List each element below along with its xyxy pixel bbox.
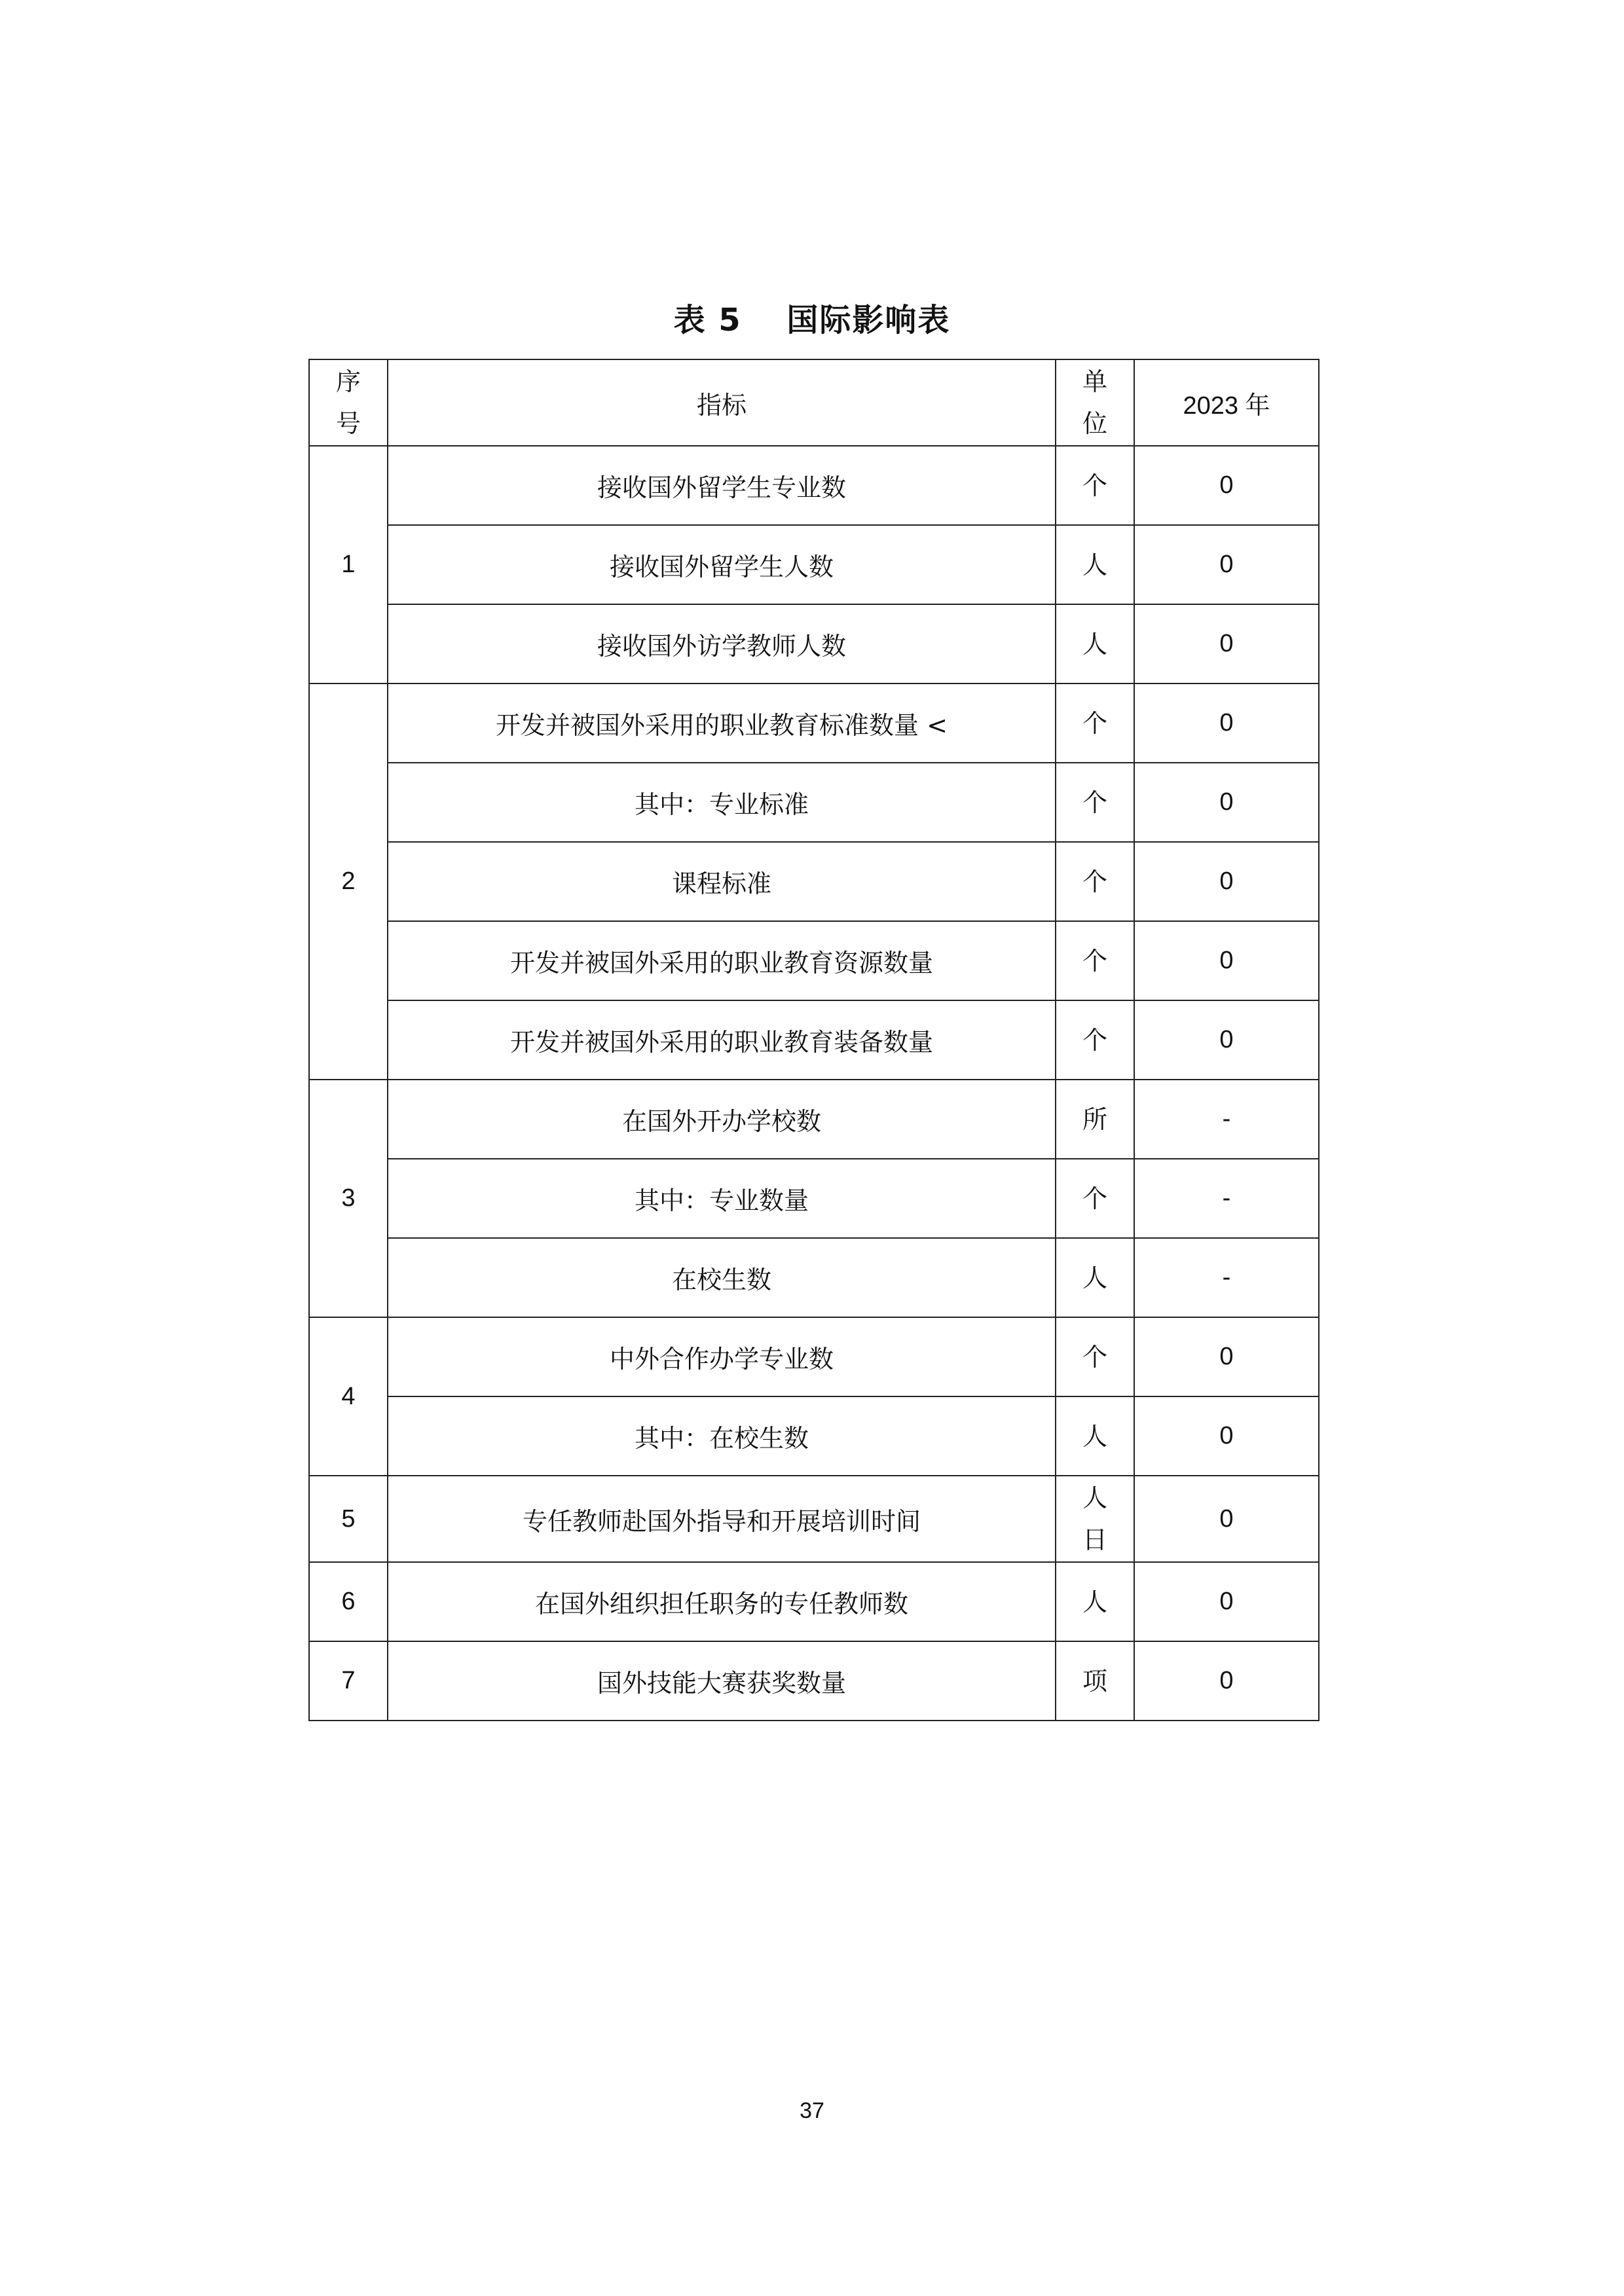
table-row: [309, 1562, 1319, 1641]
indicator-cell: 中外合作办学专业数: [388, 1317, 1056, 1396]
table-row: [309, 1641, 1319, 1721]
table-row: [309, 1159, 1319, 1238]
unit-cell: [1056, 525, 1134, 604]
unit-cell: [1056, 1396, 1134, 1476]
indicator-cell: 开发并被国外采用的职业教育资源数量: [388, 921, 1056, 1000]
indicator-cell: 接收国外留学生人数: [388, 525, 1056, 604]
table-row: [309, 1238, 1319, 1317]
value-cell: -: [1134, 1159, 1319, 1238]
value-cell: -: [1134, 1238, 1319, 1317]
seq-cell: 4: [309, 1317, 388, 1476]
unit-cell: [1056, 604, 1134, 683]
unit-cell: [1056, 842, 1134, 921]
unit-label: 个: [1082, 1184, 1107, 1213]
unit-cell: [1056, 1562, 1134, 1641]
value-cell: 0: [1134, 1641, 1319, 1721]
table-header-row: [309, 359, 1319, 446]
international-impact-table: [308, 359, 1320, 1721]
page-number: 37: [800, 2098, 824, 2123]
header-unit: [1056, 359, 1134, 446]
unit-cell: [1056, 1641, 1134, 1721]
indicator-cell: 在国外开办学校数: [388, 1080, 1056, 1159]
indicator-cell: 其中：在校生数: [388, 1396, 1056, 1476]
value-cell: 0: [1134, 683, 1319, 763]
value-cell: 0: [1134, 921, 1319, 1000]
indicator-cell: 专任教师赴国外指导和开展培训时间: [388, 1476, 1056, 1562]
seq-cell: 7: [309, 1641, 388, 1721]
indicator-cell: 接收国外留学生专业数: [388, 446, 1056, 525]
header-unit-label: 单位: [1082, 367, 1107, 438]
value-cell: 0: [1134, 763, 1319, 842]
unit-label: 个: [1082, 788, 1107, 817]
indicator-cell: 其中：专业标准: [388, 763, 1056, 842]
table-row: [309, 1317, 1319, 1396]
indicator-cell: 接收国外访学教师人数: [388, 604, 1056, 683]
indicator-cell: 开发并被国外采用的职业教育标准数量 <: [388, 683, 1056, 763]
value-cell: 0: [1134, 1562, 1319, 1641]
table-row: [309, 763, 1319, 842]
table-row: [309, 1476, 1319, 1562]
unit-label: 人: [1082, 1587, 1107, 1616]
unit-label: 人: [1082, 550, 1107, 579]
seq-cell: 3: [309, 1080, 388, 1317]
unit-cell: [1056, 683, 1134, 763]
unit-label: 人: [1082, 1421, 1107, 1451]
indicator-cell: 其中：专业数量: [388, 1159, 1056, 1238]
table-row: [309, 1396, 1319, 1476]
seq-cell: 5: [309, 1476, 388, 1562]
unit-label: 项: [1082, 1666, 1107, 1696]
value-cell: 0: [1134, 1476, 1319, 1562]
table-row: [309, 525, 1319, 604]
unit-cell: [1056, 763, 1134, 842]
unit-label: 人日: [1082, 1484, 1107, 1554]
indicator-cell: 在国外组织担任职务的专任教师数: [388, 1562, 1056, 1641]
unit-label: 所: [1082, 1104, 1107, 1134]
table-row: [309, 921, 1319, 1000]
value-cell: 0: [1134, 1000, 1319, 1080]
table-row: [309, 683, 1319, 763]
header-seq: [309, 359, 388, 446]
value-cell: -: [1134, 1080, 1319, 1159]
value-cell: 0: [1134, 1396, 1319, 1476]
header-indicator: 指标: [388, 359, 1056, 446]
unit-cell: [1056, 1000, 1134, 1080]
unit-cell: [1056, 1159, 1134, 1238]
table-row: [309, 1000, 1319, 1080]
unit-label: 人: [1082, 1263, 1107, 1292]
header-year: 2023 年: [1134, 359, 1319, 446]
value-cell: 0: [1134, 1317, 1319, 1396]
seq-cell: 1: [309, 446, 388, 683]
value-cell: 0: [1134, 842, 1319, 921]
indicator-cell: 国外技能大赛获奖数量: [388, 1641, 1056, 1721]
unit-cell: [1056, 1238, 1134, 1317]
indicator-cell: 在校生数: [388, 1238, 1056, 1317]
table-row: [309, 1080, 1319, 1159]
value-cell: 0: [1134, 446, 1319, 525]
unit-cell: [1056, 1317, 1134, 1396]
unit-label: 个: [1082, 708, 1107, 738]
unit-label: 个: [1082, 946, 1107, 975]
unit-cell: [1056, 921, 1134, 1000]
unit-label: 个: [1082, 471, 1107, 500]
table-row: [309, 842, 1319, 921]
table-title: 表 5 国际影响表: [673, 302, 951, 338]
value-cell: 0: [1134, 525, 1319, 604]
unit-cell: [1056, 1476, 1134, 1562]
table-row: [309, 446, 1319, 525]
unit-label: 个: [1082, 1025, 1107, 1055]
unit-label: 个: [1082, 867, 1107, 896]
header-seq-label: 序号: [335, 367, 361, 438]
unit-label: 人: [1082, 629, 1107, 659]
seq-cell: 2: [309, 683, 388, 1080]
unit-cell: [1056, 446, 1134, 525]
value-cell: 0: [1134, 604, 1319, 683]
seq-cell: 6: [309, 1562, 388, 1641]
unit-cell: [1056, 1080, 1134, 1159]
table-row: [309, 604, 1319, 683]
indicator-cell: 开发并被国外采用的职业教育装备数量: [388, 1000, 1056, 1080]
unit-label: 个: [1082, 1342, 1107, 1372]
indicator-cell: 课程标准: [388, 842, 1056, 921]
